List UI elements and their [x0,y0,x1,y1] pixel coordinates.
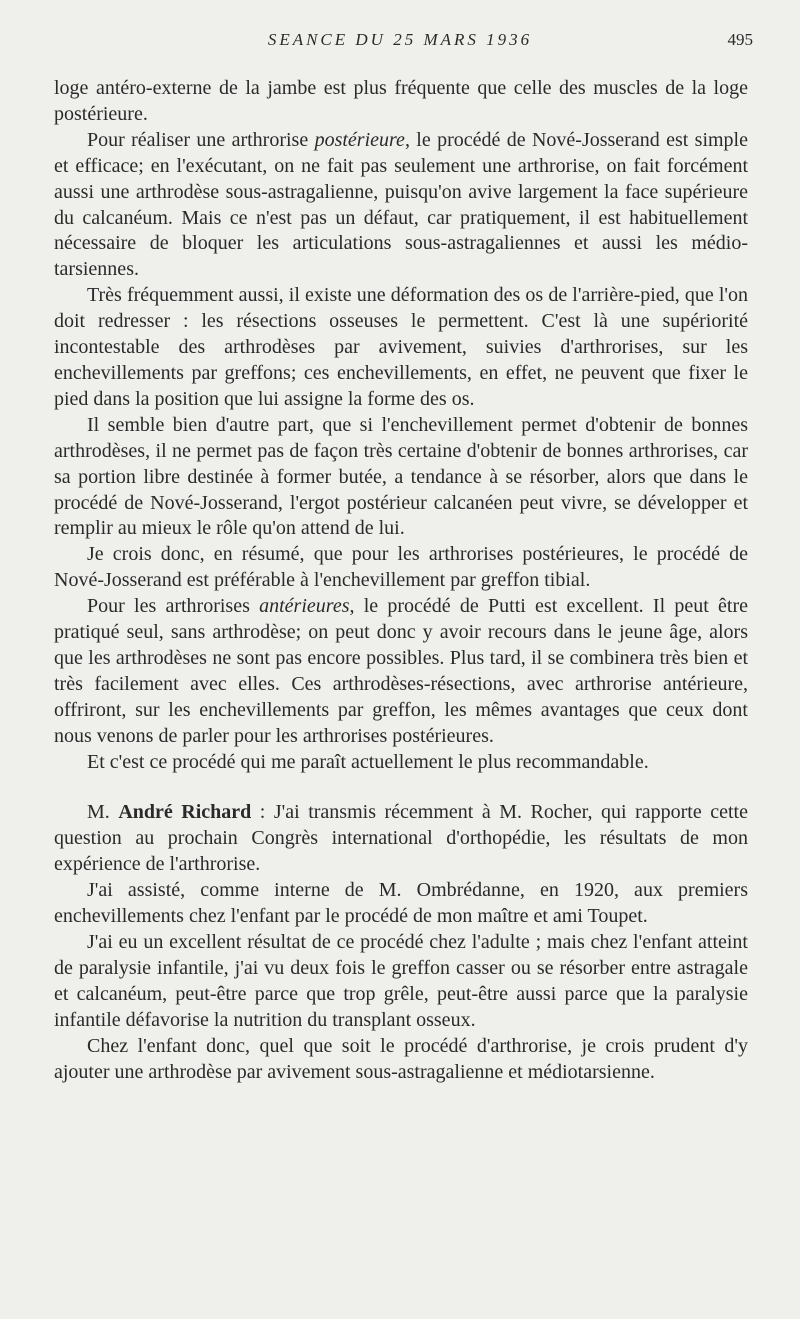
paragraph [54,594,748,749]
running-head [0,30,800,56]
paragraph [54,128,748,283]
paragraph: J'ai eu un excellent résultat de ce procédé chez l'adulte ; mais chez l'enfant atteint de paralysie infantile, j'ai vu deux fois le greffon casser ou se résorber entre astragale et calcanéum, peut-être parce que trop grêle, peut-être aussi parce que la paralysie infantile défavorise la nutrition du transplant osseux. [54,931,748,1031]
paragraph: J'ai assisté, comme interne de M. Ombrédanne, en 1920, aux premiers enchevillements chez l'enfant par le procédé de mon maître et ami Toupet. [54,879,748,928]
paragraph-text: , le procédé de Putti est excellent. Il peut être pratiqué seul, sans arthrodèse; on peut donc y avoir recours dans le jeune âge, alors que les arthrodèses ne sont pas encore possibles. Plus tard, il se combinera très bien et très facilement avec elles. Ces arthrodèses-résections, avec arthrorise antérieure, offriront, sur les enchevillements par greffon, les mêmes avantages que ceux dont nous venons de parler pour les arthrorises postérieures. [54,595,748,747]
page-number: 495 [727,30,753,49]
paragraph: Il semble bien d'autre part, que si l'enchevillement permet d'obtenir de bonnes arthrodèses, il ne permet pas de façon très certaine d'obtenir de bonnes arthrorises, car sa portion libre destinée à former butée, a tendance à se résorber, alors que dans le procédé de Nové-Josserand, l'ergot postérieur calcanéen peut vivre, se développer et remplir au mieux le rôle qu'on attend de lui. [54,413,748,540]
speaker-paragraph [54,800,748,878]
paragraph-text: : J'ai transmis récemment à M. Rocher, qui rapporte cette question au prochain Congrès international d'orthopédie, les résultats de mon expérience de l'arthrorise. [54,801,748,876]
speaker-name: André Richard [118,801,252,824]
paragraph: Et c'est ce procédé qui me paraît actuellement le plus recommandable. [87,750,649,773]
emphasis: antérieures [259,595,350,618]
paragraph: Très fréquemment aussi, il existe une déformation des os de l'arrière-pied, que l'on doit redresser : les résections osseuses le permettent. C'est là une supériorité incontestable des arthrodèses par avivement, suivies d'arthrorises, sur les enchevillements par greffons; ces enchevillements, en effet, ne peuvent que fixer le pied dans la position que lui assigne la forme des os. [54,284,748,410]
paragraph-text: , le procédé de Nové-Josserand est simple et efficace; en l'exécutant, on ne fait pas seulement une arthrorise, on fait forcément aussi une arthrodèse sous-astragalienne, puisqu'on avive largement la face supérieure du calcanéum. Mais ce n'est pas un défaut, car pratiquement, il est habituellement nécessaire de bloquer les articulations sous-astragaliennes et aussi les médio-tarsiennes. [54,128,748,281]
paragraph-text: Pour les arthrorises [87,595,260,618]
emphasis: postérieure [314,128,405,151]
speaker-prefix: M. [87,801,119,824]
running-title: SEANCE DU 25 MARS 1936 [267,30,533,49]
paragraph: Chez l'enfant donc, quel que soit le procédé d'arthrorise, je crois prudent d'y ajouter une arthrodèse par avivement sous-astragalienne et médiotarsienne. [54,1034,748,1083]
paragraph: Je crois donc, en résumé, que pour les arthrorises postérieures, le procédé de Nové-Josserand est préférable à l'enchevillement par greffon tibial. [54,543,748,592]
body-text [54,76,748,1085]
paragraph-text: Pour réaliser une arthrorise [87,128,315,151]
paragraph-continuation: loge antéro-externe de la jambe est plus fréquente que celle des muscles de la loge postérieure. [54,77,748,125]
